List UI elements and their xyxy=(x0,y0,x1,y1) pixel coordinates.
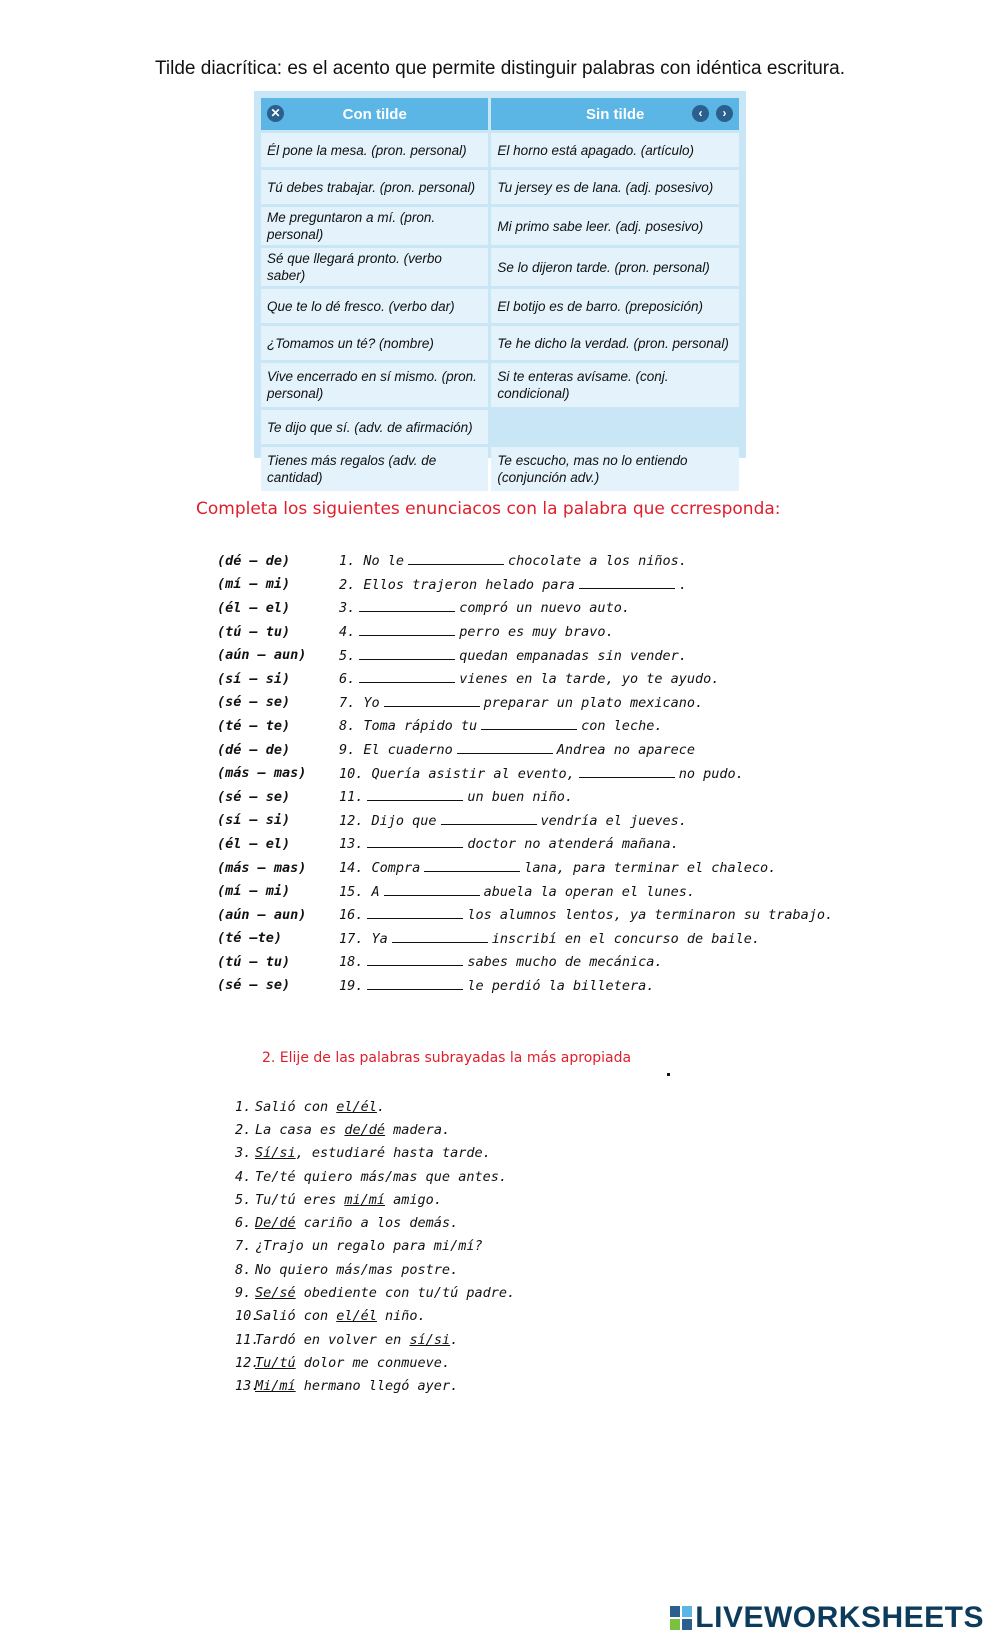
exercise-options: (aún – aun) xyxy=(217,647,307,664)
choice-options[interactable]: Sí/si xyxy=(255,1145,296,1162)
answer-blank[interactable] xyxy=(359,647,455,660)
choice-item xyxy=(235,1211,795,1234)
sentence-end: los alumnos lentos, ya terminaron su trabajo. xyxy=(467,907,834,924)
choice-item xyxy=(235,1118,795,1141)
intro-text: Tilde diacrítica: es el acento que permite distinguir palabras con idéntica escritura. xyxy=(155,58,845,79)
choice-text: hermano llegó ayer. xyxy=(295,1378,459,1395)
exercise-options: (sé – se) xyxy=(217,694,291,711)
sentence-end: abuela la operan el lunes. xyxy=(483,883,695,900)
table-row xyxy=(261,326,739,360)
exercise-item xyxy=(217,573,867,597)
exercise-item xyxy=(217,714,867,738)
choice-options[interactable]: el/él xyxy=(336,1098,377,1115)
table-row xyxy=(261,363,739,407)
exercise-sentence xyxy=(339,717,867,734)
logo-mark-icon xyxy=(670,1606,692,1630)
cell-sin-tilde: El botijo es de barro. (preposición) xyxy=(491,289,739,323)
sentence-start: 16. xyxy=(339,907,364,924)
cell-sin-tilde: Tu jersey es de lana. (adj. posesivo) xyxy=(491,170,739,204)
sentence-start: 2. Ellos trajeron helado para xyxy=(339,576,575,593)
choice-item xyxy=(235,1305,795,1328)
sentence-start: 14. Compra xyxy=(339,860,421,877)
table-row xyxy=(261,207,739,245)
choice-number: 6. xyxy=(235,1215,252,1232)
sentence-end: con leche. xyxy=(581,718,663,735)
choice-options[interactable]: De/dé xyxy=(255,1215,296,1232)
choice-text: madera. xyxy=(385,1121,451,1138)
answer-blank[interactable] xyxy=(579,576,675,589)
exercise-item xyxy=(217,643,867,667)
sentence-start: 1. No le xyxy=(339,553,405,570)
choice-text: Salió con xyxy=(255,1308,337,1325)
exercise-item xyxy=(217,974,867,998)
answer-blank[interactable] xyxy=(359,623,455,636)
sentence-end: vendría el jueves. xyxy=(540,812,687,829)
table-row xyxy=(261,410,739,444)
answer-blank[interactable] xyxy=(384,883,480,896)
exercise-sentence xyxy=(339,812,867,829)
exercise-item xyxy=(217,879,867,903)
choice-item xyxy=(235,1258,795,1281)
sentence-start: 8. Toma rápido tu xyxy=(339,718,478,735)
answer-blank[interactable] xyxy=(408,552,504,565)
sentence-end: . xyxy=(678,576,687,593)
sentence-start: 7. Yo xyxy=(339,694,380,711)
exercise-sentence xyxy=(339,859,867,876)
sentence-start: 10. Quería asistir al evento, xyxy=(339,765,575,782)
exercise-options: (sí – si) xyxy=(217,812,291,829)
choice-text: . xyxy=(450,1331,459,1348)
exercise-item xyxy=(217,832,867,856)
answer-blank[interactable] xyxy=(481,717,577,730)
exercise-item xyxy=(217,738,867,762)
choice-options[interactable]: mi/mí xyxy=(344,1191,386,1208)
sentence-start: 6. xyxy=(339,671,356,688)
cell-sin-tilde: Te escucho, mas no lo entiendo (conjunción adv.) xyxy=(491,447,739,491)
cell-con-tilde: Vive encerrado en sí mismo. (pron. personal) xyxy=(261,363,488,407)
choice-text: . xyxy=(376,1098,386,1115)
choice-text: No quiero más/mas postre. xyxy=(255,1261,459,1278)
choice-number: 9. xyxy=(235,1285,252,1302)
choice-item xyxy=(235,1235,795,1258)
exercise-sentence xyxy=(339,576,867,593)
exercise-options: (té –te) xyxy=(217,930,283,947)
choice-number: 7. xyxy=(235,1238,252,1255)
exercise-sentence xyxy=(339,694,867,711)
exercise-options: (él – el) xyxy=(217,599,291,616)
exercise-options: (sí – si) xyxy=(217,670,291,687)
sentence-start: 9. El cuaderno xyxy=(339,742,453,759)
exercise-item xyxy=(217,667,867,691)
sentence-end: compró un nuevo auto. xyxy=(459,600,630,617)
exercise-item xyxy=(217,761,867,785)
answer-blank[interactable] xyxy=(392,930,488,943)
exercise-options: (mí – mi) xyxy=(217,883,291,900)
choice-text: cariño a los demás. xyxy=(295,1215,459,1232)
sentence-end: preparar un plato mexicano. xyxy=(483,694,704,711)
sentence-start: 4. xyxy=(339,624,356,641)
sentence-start: 15. A xyxy=(339,883,380,900)
choice-list xyxy=(235,1095,795,1398)
exercise-item xyxy=(217,950,867,974)
cell-sin-tilde: Te he dicho la verdad. (pron. personal) xyxy=(491,326,739,360)
choice-number: 5. xyxy=(235,1191,252,1208)
cell-con-tilde: Él pone la mesa. (pron. personal) xyxy=(261,133,488,167)
exercise-options: (sé – se) xyxy=(217,977,291,994)
choice-number: 1. xyxy=(235,1098,252,1115)
choice-text: Salió con xyxy=(255,1098,337,1115)
exercise-sentence xyxy=(339,599,867,616)
exercise-options: (sé – se) xyxy=(217,788,291,805)
exercise-options: (él – el) xyxy=(217,835,291,852)
exercise-sentence xyxy=(339,765,867,782)
liveworksheets-logo[interactable] xyxy=(670,1601,984,1635)
choice-text: obediente con tu/tú padre. xyxy=(295,1285,516,1302)
sentence-start: 5. xyxy=(339,647,356,664)
choice-number: 8. xyxy=(235,1261,252,1278)
exercise-item xyxy=(217,927,867,951)
sentence-end: lana, para terminar el chaleco. xyxy=(524,860,777,877)
chevron-left-icon[interactable]: ‹ xyxy=(692,105,709,122)
choice-options[interactable]: el/él xyxy=(336,1308,377,1325)
choice-text: Tardó en volver en xyxy=(255,1331,410,1348)
cell-con-tilde: Que te lo dé fresco. (verbo dar) xyxy=(261,289,488,323)
choice-text: Te/té quiero más/mas que antes. xyxy=(255,1168,507,1185)
answer-blank[interactable] xyxy=(359,599,455,612)
choice-text: dolor me conmueve. xyxy=(295,1354,451,1371)
exercise-options: (tú – tu) xyxy=(217,953,291,970)
choice-options[interactable]: Tu/tú xyxy=(255,1354,296,1371)
sentence-start: 3. xyxy=(339,600,356,617)
cell-sin-tilde: El horno está apagado. (artículo) xyxy=(491,133,739,167)
exercise-options: (más – mas) xyxy=(217,765,307,782)
sentence-start: 13. xyxy=(339,836,364,853)
header-con-tilde: ✕ Con tilde xyxy=(261,98,488,130)
choice-text: amigo. xyxy=(385,1191,442,1208)
sentence-start: 19. xyxy=(339,977,364,994)
stray-dot xyxy=(667,1073,670,1076)
sentence-end: un buen niño. xyxy=(467,789,574,806)
exercise-options: (dé – de) xyxy=(217,552,291,569)
exercise-item xyxy=(217,856,867,880)
sentence-start: 18. xyxy=(339,954,364,971)
choice-text: La casa es xyxy=(255,1121,345,1138)
answer-blank[interactable] xyxy=(367,835,463,848)
exercise-sentence xyxy=(339,647,867,664)
exercise-options: (tú – tu) xyxy=(217,623,291,640)
answer-blank[interactable] xyxy=(367,977,463,990)
answer-blank[interactable] xyxy=(579,765,675,778)
table-row xyxy=(261,447,739,491)
sentence-end: chocolate a los niños. xyxy=(508,553,687,570)
answer-blank[interactable] xyxy=(367,953,463,966)
sentence-end: inscribí en el concurso de baile. xyxy=(491,930,760,947)
cell-con-tilde: ¿Tomamos un té? (nombre) xyxy=(261,326,488,360)
table-row xyxy=(261,133,739,167)
table-row xyxy=(261,289,739,323)
choice-number: 2. xyxy=(235,1121,252,1138)
cell-sin-tilde: Si te enteras avísame. (conj. condicional) xyxy=(491,363,739,407)
answer-blank[interactable] xyxy=(457,741,553,754)
exercise-sentence xyxy=(339,835,867,852)
choice-options[interactable]: de/dé xyxy=(344,1121,386,1138)
sentence-start: 12. Dijo que xyxy=(339,812,437,829)
sentence-end: perro es muy bravo. xyxy=(459,624,614,641)
exercise-options: (té – te) xyxy=(217,717,291,734)
sentence-end: le perdió la billetera. xyxy=(467,977,655,994)
exercise-item xyxy=(217,596,867,620)
choice-number: 3. xyxy=(235,1145,252,1162)
answer-blank[interactable] xyxy=(424,859,520,872)
sentence-end: Andrea no aparece xyxy=(556,742,695,759)
exercise-item xyxy=(217,691,867,715)
accent-table-grid xyxy=(258,95,742,494)
choice-text: ¿Trajo un regalo para mi/mí? xyxy=(255,1238,483,1255)
cell-sin-tilde xyxy=(491,410,739,444)
table-row xyxy=(261,170,739,204)
exercise-sentence xyxy=(339,883,867,900)
exercise-options: (dé – de) xyxy=(217,741,291,758)
exercise-item xyxy=(217,549,867,573)
sentence-end: quedan empanadas sin vender. xyxy=(459,647,687,664)
exercise-options: (más – mas) xyxy=(217,859,307,876)
chevron-right-icon[interactable]: › xyxy=(716,105,733,122)
cell-con-tilde: Te dijo que sí. (adv. de afirmación) xyxy=(261,410,488,444)
choice-options[interactable]: sí/si xyxy=(409,1331,451,1348)
choice-options[interactable]: Se/sé xyxy=(255,1285,296,1302)
exercise-item xyxy=(217,809,867,833)
logo-text: LIVEWORKSHEETS xyxy=(695,1601,984,1634)
exercise-sentence xyxy=(339,930,867,947)
exercise-item xyxy=(217,620,867,644)
choice-number: 13. xyxy=(235,1378,260,1395)
cell-sin-tilde: Se lo dijeron tarde. (pron. personal) xyxy=(491,248,739,286)
answer-blank[interactable] xyxy=(359,670,455,683)
exercise-sentence xyxy=(339,906,867,923)
choice-item xyxy=(235,1095,795,1118)
exercise-sentence xyxy=(339,623,867,640)
choice-item xyxy=(235,1375,795,1398)
sentence-end: sabes mucho de mecánica. xyxy=(467,954,663,971)
exercise-item xyxy=(217,785,867,809)
choice-item xyxy=(235,1328,795,1351)
answer-blank[interactable] xyxy=(384,694,480,707)
sentence-start: 17. Ya xyxy=(339,930,388,947)
choice-item xyxy=(235,1281,795,1304)
cell-con-tilde: Sé que llegará pronto. (verbo saber) xyxy=(261,248,488,286)
exercise-list xyxy=(217,549,867,997)
sentence-end: vienes en la tarde, yo te ayudo. xyxy=(459,671,720,688)
choice-number: 10. xyxy=(235,1308,260,1325)
choice-item xyxy=(235,1351,795,1374)
choice-number: 12. xyxy=(235,1354,260,1371)
choice-item xyxy=(235,1165,795,1188)
cell-con-tilde: Tú debes trabajar. (pron. personal) xyxy=(261,170,488,204)
sentence-end: doctor no atenderá mañana. xyxy=(467,836,679,853)
choice-item xyxy=(235,1142,795,1165)
sentence-start: 11. xyxy=(339,789,364,806)
exercise-sentence xyxy=(339,670,867,687)
header-sin-tilde: Sin tilde ‹ › xyxy=(491,98,739,130)
exercise-sentence xyxy=(339,741,867,758)
sentence-end: no pudo. xyxy=(678,765,744,782)
choice-number: 4. xyxy=(235,1168,252,1185)
exercise-sentence xyxy=(339,552,867,569)
answer-blank[interactable] xyxy=(441,812,537,825)
cell-con-tilde: Me preguntaron a mí. (pron. personal) xyxy=(261,207,488,245)
exercise-options: (aún – aun) xyxy=(217,906,307,923)
exercise-item xyxy=(217,903,867,927)
choice-text: , estudiaré hasta tarde. xyxy=(295,1145,491,1162)
exercise-sentence xyxy=(339,788,867,805)
choice-text: niño. xyxy=(376,1308,426,1325)
cell-con-tilde: Tienes más regalos (adv. de cantidad) xyxy=(261,447,488,491)
choice-item xyxy=(235,1188,795,1211)
answer-blank[interactable] xyxy=(367,788,463,801)
choice-number: 11. xyxy=(235,1331,260,1348)
section2-title: 2. Elije de las palabras subrayadas la más apropiada xyxy=(262,1050,632,1066)
cell-sin-tilde: Mi primo sabe leer. (adj. posesivo) xyxy=(491,207,739,245)
accent-table xyxy=(254,91,746,485)
choice-options[interactable]: Mi/mí xyxy=(255,1378,296,1395)
close-icon[interactable]: ✕ xyxy=(267,105,284,122)
section1-title: Completa los siguientes enunciacos con la palabra que ccrresponda: xyxy=(196,499,781,519)
exercise-options: (mí – mi) xyxy=(217,576,291,593)
table-row xyxy=(261,248,739,286)
choice-text: Tu/tú eres xyxy=(255,1191,345,1208)
exercise-sentence xyxy=(339,977,867,994)
exercise-sentence xyxy=(339,953,867,970)
answer-blank[interactable] xyxy=(367,906,463,919)
